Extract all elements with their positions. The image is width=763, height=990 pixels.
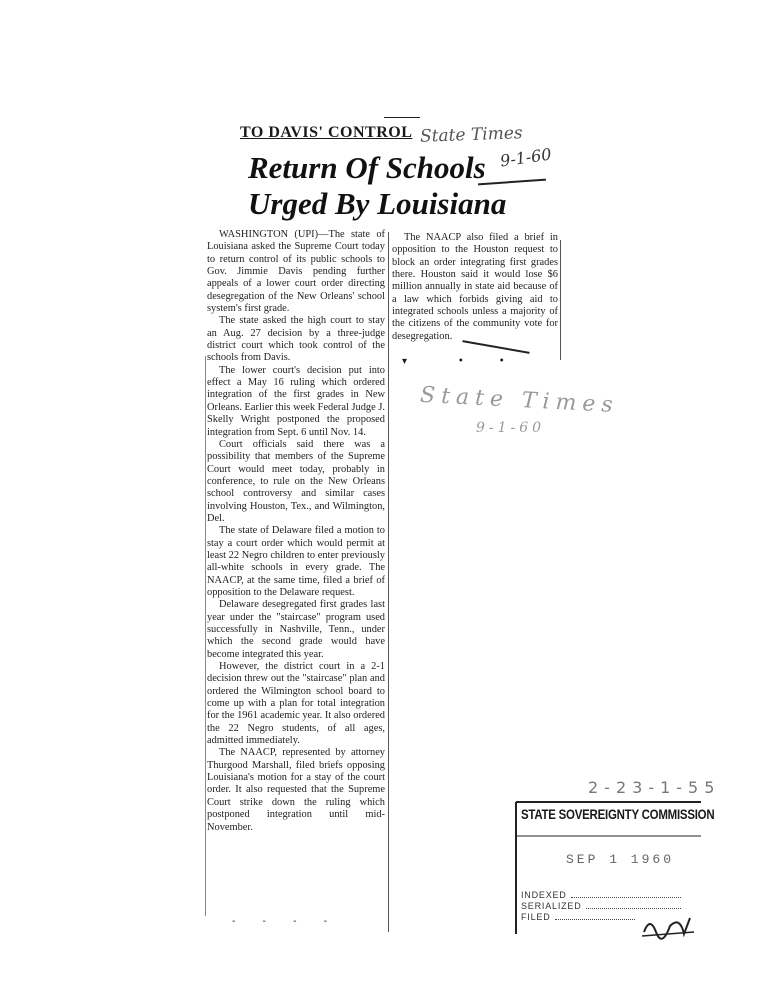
stamp-row-label: FILED <box>521 912 551 922</box>
article-paragraph: WASHINGTON (UPI)—The state of Louisiana asked the Supreme Court today to return control of its public schools to Gov. Jimmie Davis pending further appeals of a lower court order directing desegregation of the New Orleans' school system's first grade. <box>207 229 385 315</box>
stamp-date: SEP 1 1960 <box>566 852 675 867</box>
column-rule <box>388 232 389 932</box>
article-paragraph: The state asked the high court to stay an Aug. 27 decision by a three-judge district court which took control of the schools from Davis. <box>207 315 385 364</box>
stamp-row-serialized <box>521 901 681 911</box>
article-paragraph: The NAACP also filed a brief in opposition to the Houston request to block an order integrating first grades there. Houston said it would lose $6 million annually in state aid because of a law which forbids giving aid to integrated schools unless a majority of the citizens of the community vote for desegregation. <box>392 232 558 342</box>
handwritten-source-bottom: State Times <box>419 382 620 419</box>
kicker-rule <box>384 117 420 118</box>
headline <box>248 150 568 222</box>
column-end-marks: - - - - <box>232 916 340 927</box>
stamp-title: STATE SOVEREIGNTY COMMISSION <box>521 806 715 822</box>
article-paragraph: Court officials said there was a possibility that members of the Supreme Court would meet today, probably in conference, to rule on the New Orleans school controversy and similar cases involving Houston, Tex., and Wilmington, Del. <box>207 438 385 524</box>
stamp-row-label: SERIALIZED <box>521 901 582 911</box>
headline-line-2: Urged By Louisiana <box>248 186 507 221</box>
article-left-column <box>207 229 385 834</box>
headline-line-1: Return Of Schools <box>248 150 486 185</box>
article-paragraph: The NAACP, represented by attorney Thurgood Marshall, filed briefs opposing Louisiana's motion for a stay of the court order. It also requested that the Supreme Court strike down the ruling which postponed integration until mid-November. <box>207 747 385 833</box>
handwritten-date: 9-1-60 <box>498 144 553 171</box>
column-rule-right <box>560 240 561 360</box>
handwritten-date-bottom: 9-1-60 <box>476 420 546 436</box>
document-number: 2-23-1-55 <box>588 778 721 797</box>
article-right-column <box>392 232 558 343</box>
stamp-row-filed <box>521 912 635 922</box>
kicker: TO DAVIS' CONTROL <box>240 124 413 141</box>
stamp-row-label: INDEXED <box>521 890 567 900</box>
handwritten-source: State Times <box>419 123 523 147</box>
article-paragraph: Delaware desegregated first grades last year under the "staircase" program used successfully in Nashville, Tenn., under which the second grade would have become integrated this year. <box>207 599 385 660</box>
stamp-row-indexed <box>521 890 681 900</box>
handwritten-initials <box>640 912 696 942</box>
article-paragraph: The state of Delaware filed a motion to stay a court order which would permit at least 22 Negro children to enter previously all-white schools in every grade. The NAACP, at the same time, filed a brief of opposition to the Delaware request. <box>207 525 385 598</box>
column-rule-left <box>205 356 206 916</box>
article-paragraph: However, the district court in a 2-1 decision threw out the "staircase" plan and ordered the Wilmington school board to come up with a plan for total integration for the 1961 academic year. It also ordered the 22 Negro students, of all ages, admitted immediately. <box>207 661 385 747</box>
decorative-dots: ▾ • • <box>402 356 505 367</box>
article-paragraph: The lower court's decision put into effect a May 16 ruling which ordered integration of the first grades in New Orleans. Earlier this week Federal Judge J. Skelly Wright postponed the proposed integration from Sept. 6 until Nov. 14. <box>207 364 385 438</box>
